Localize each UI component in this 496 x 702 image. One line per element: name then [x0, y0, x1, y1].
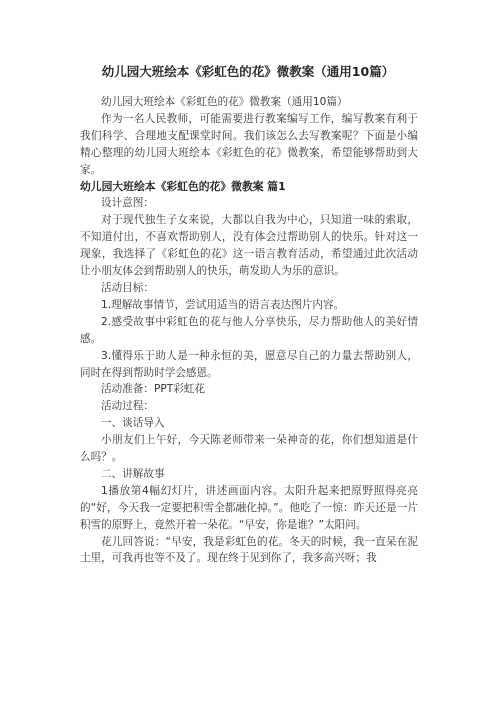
- body-paragraph: 设计意图：: [101, 197, 154, 210]
- body-paragraph: 2.感受故事中彩虹色的花与他人分享快乐，尽力帮助他人的美好情感。: [80, 315, 418, 345]
- body-paragraph: 小朋友们上午好，今天陈老师带来一朵神奇的花，你们想知道是什么吗？。: [80, 434, 418, 464]
- body-paragraph: 3.懂得乐于助人是一种永恒的美，愿意尽自己的力量去帮助别人，同时在得到帮助时学会感恩。: [80, 349, 418, 379]
- body-paragraph: 活动过程：: [101, 400, 154, 413]
- body-paragraph: 幼儿园大班绘本《彩虹色的花》微教案（通用10篇）: [101, 96, 348, 108]
- body-paragraph: 花儿回答说：“早安，我是彩虹色的花。冬天的时候，我一直呆在泥土里，可我再也等不及了。现在终于见到你了，我多高兴呀；我: [80, 535, 418, 565]
- body-paragraph: 对于现代独生子女来说，大都以自我为中心，只知道一味的索取，不知道付出，不喜欢帮助别人，没有体会过帮助别人的快乐。针对这一现象，我选择了《彩虹色的花》这一语言教育活动，希望通过此次活动让小朋友体会到帮助别人的快乐，萌发助人为乐的意识。: [80, 214, 418, 278]
- body-paragraph: 活动目标：: [101, 281, 154, 294]
- body-paragraph: 1播放第4幅幻灯片，讲述画面内容。太阳升起来把原野照得亮亮的“好，今天我一定要把积雪全都融化掉。”。他吃了一惊：昨天还是一片积雪的原野上，竟然开着一朵花。“早安，你是谁？”太阳问。: [80, 484, 418, 531]
- body-paragraph: 二、讲解故事: [101, 467, 165, 480]
- body-paragraph: 活动准备：PPT彩虹花: [101, 383, 205, 396]
- document-body: [80, 94, 418, 567]
- document-title: 幼儿园大班绘本《彩虹色的花》微教案（通用10篇）: [101, 64, 395, 79]
- section-heading: 幼儿园大班绘本《彩虹色的花》微教案 篇1: [80, 179, 286, 193]
- body-paragraph: 作为一名人民教师，可能需要进行教案编写工作，编写教案有利于我们科学、合理地支配课堂时间。我们该怎么去写教案呢？下面是小编精心整理的幼儿园大班绘本《彩虹色的花》微教案，希望能够帮助到大家。: [80, 112, 418, 176]
- body-paragraph: 1.理解故事情节，尝试用适当的语言表达图片内容。: [101, 298, 345, 311]
- body-paragraph: 一、谈话导入: [101, 417, 165, 430]
